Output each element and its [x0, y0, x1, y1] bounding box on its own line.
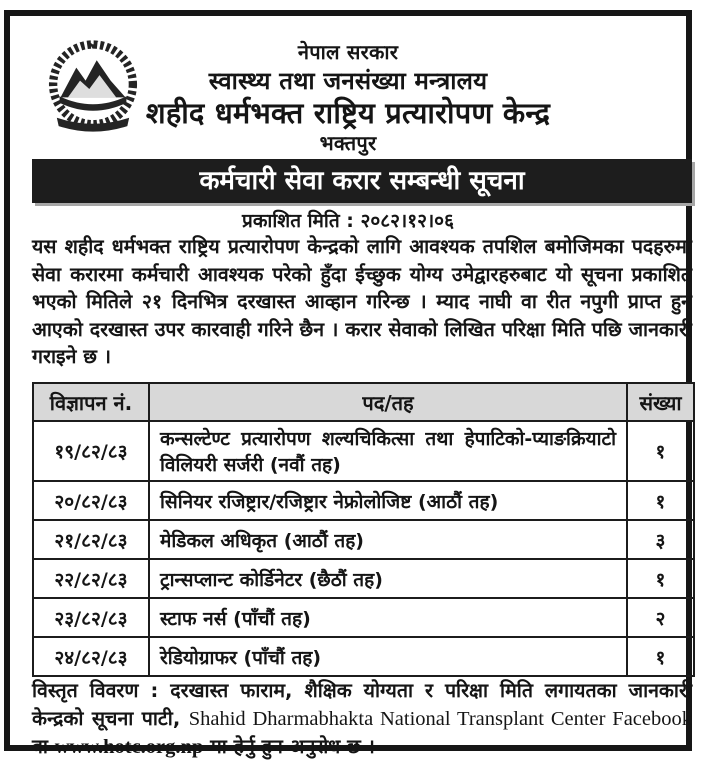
- count-cell: १: [627, 481, 694, 520]
- table-row: [33, 481, 694, 520]
- vacancy-table: [32, 382, 695, 677]
- table-header-row: [33, 383, 694, 421]
- advt-no-cell: २४/८२/८३: [33, 637, 149, 676]
- page-frame: [4, 10, 692, 758]
- footer-text: दरखास्त फाराम, शैक्षिक योग्यता र परिक्षा मिति लगायतका जानकारी केन्द्रको सूचना पाटी,: [32, 679, 692, 730]
- table-row: [33, 421, 694, 481]
- column-header-advt-no: विज्ञापन नं.: [33, 383, 149, 421]
- advt-no-cell: २०/८२/८३: [33, 481, 149, 520]
- advt-no-cell: २२/८२/८३: [33, 559, 149, 598]
- table-row: [33, 637, 694, 676]
- advt-no-cell: २३/८२/८३: [33, 598, 149, 637]
- post-cell: ट्रान्सप्लान्ट कोर्डिनेटर (छैठौं तह): [149, 559, 627, 598]
- advt-no-cell: १९/८२/८३: [33, 421, 149, 481]
- count-cell: ३: [627, 520, 694, 559]
- column-header-post: पद/तह: [149, 383, 627, 421]
- footer-tail: मा हेर्नु हुन अनुरोध छ ।: [203, 735, 375, 758]
- count-cell: १: [627, 637, 694, 676]
- location-title: भक्तपुर: [319, 131, 377, 155]
- post-cell: कन्सल्टेण्ट प्रत्यारोपण शल्यचिकित्सा तथा हेपाटिको-प्याङक्रियाटो विलियरी सर्जरी (नवौं तह): [149, 421, 627, 481]
- column-header-count: संख्या: [627, 383, 694, 421]
- count-cell: २: [627, 598, 694, 637]
- count-cell: १: [627, 421, 694, 481]
- table-row: [33, 598, 694, 637]
- table-row: [33, 559, 694, 598]
- advt-no-cell: २१/८२/८३: [33, 520, 149, 559]
- footer-note: [32, 677, 692, 762]
- footer-url: www.hotc.org.np: [54, 736, 204, 758]
- post-cell: रेडियोग्राफर (पाँचौं तह): [149, 637, 627, 676]
- ministry-title: स्वास्थ्य तथा जनसंख्या मन्त्रालय: [208, 67, 488, 95]
- count-cell: १: [627, 559, 694, 598]
- notice-banner-title: कर्मचारी सेवा करार सम्बन्धी सूचना: [32, 159, 692, 203]
- government-title: नेपाल सरकार: [297, 40, 399, 64]
- post-cell: मेडिकल अधिकृत (आठौं तह): [149, 520, 627, 559]
- post-cell: सिनियर रजिष्ट्रार/रजिष्ट्रार नेफ्रोलोजिष्ट (आठौं तह): [149, 481, 627, 520]
- post-cell: स्टाफ नर्स (पाँचौं तह): [149, 598, 627, 637]
- notice-body: यस शहीद धर्मभक्त राष्ट्रिय प्रत्यारोपण केन्द्रको लागि आवश्यक तपशिल बमोजिमका पदहरुमा सेवा करारमा कर्मचारी आवश्यक परेको हुँदा ईच्छुक योग्य उमेद्वारहरुबाट यो सूचना प्रकाशित भएको मितिले २१ दिनभित्र दरखास्त आव्हान गरिन्छ । म्याद नाघी वा रीत नपुगी प्राप्त हुन आएको दरखास्त उपर कारवाही गरिने छैन । करार सेवाको लिखित परिक्षा मिति पछि जानकारी गराइने छ ।: [32, 235, 692, 368]
- center-title: शहीद धर्मभक्त राष्ट्रिय प्रत्यारोपण केन्द्र: [145, 96, 551, 130]
- footer-lead: विस्तृत विवरण :: [32, 679, 171, 702]
- footer-english-name: Shahid Dharmabhakta National Transplant Center Facebook: [188, 707, 692, 730]
- published-date: प्रकाशित मिति : २०८२।१२।०६: [242, 210, 454, 232]
- table-row: [33, 520, 694, 559]
- footer-or: वा: [32, 735, 55, 758]
